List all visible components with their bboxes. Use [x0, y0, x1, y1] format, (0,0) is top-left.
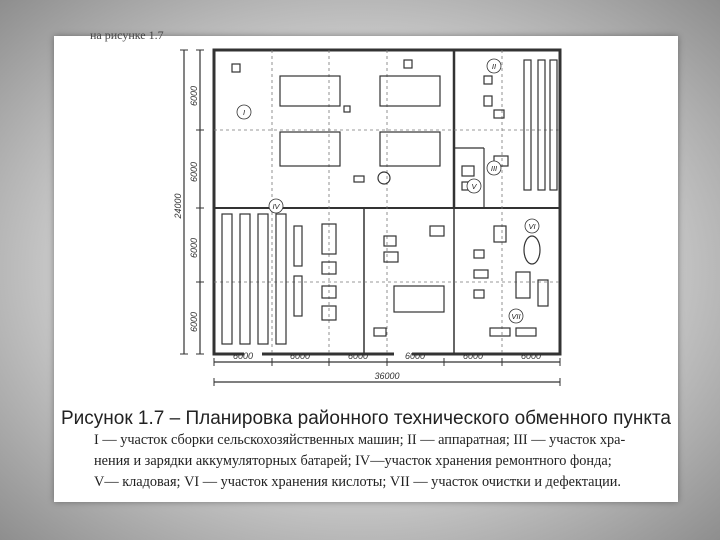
zone-label-IV: IV: [272, 202, 280, 211]
zone-label-V: V: [471, 182, 477, 191]
legend-line-1: I — участок сборки сельскохозяйственных машин; II — аппаратная; III — участок хра-: [94, 432, 626, 448]
dim-h-3: 6000: [347, 351, 369, 361]
dim-h-2: 6000: [289, 351, 311, 361]
dim-v-3: 6000: [189, 237, 199, 259]
zone-label-II: II: [491, 62, 497, 71]
dim-h-total: 36000: [374, 371, 400, 381]
zone-label-I: I: [242, 108, 246, 117]
figure-caption-title: Рисунок 1.7 – Планировка районного технического обменного пункта: [60, 408, 671, 429]
dim-v-1: 6000: [189, 85, 199, 107]
zone-label-III: III: [490, 164, 498, 173]
legend-line-2: нения и зарядки аккумуляторных батарей; IV—участок хранения ремонтного фонда;: [94, 453, 612, 469]
zone-label-VI: VI: [528, 222, 536, 231]
dim-v-2: 6000: [189, 161, 199, 183]
dim-h-5: 6000: [462, 351, 484, 361]
dim-h-4: 6000: [404, 351, 426, 361]
slide: [54, 28, 678, 502]
dim-h-6: 6000: [520, 351, 542, 361]
cropped-text-fragment: на рисунке 1.7: [90, 28, 164, 42]
floor-plan-drawing: [54, 36, 678, 408]
dim-v-4: 6000: [189, 311, 199, 333]
figure-caption-legend: [94, 430, 664, 493]
dim-h-1: 6000: [232, 351, 254, 361]
zone-label-VII: VII: [511, 312, 521, 321]
legend-line-3: V— кладовая; VI — участок хранения кислоты; VII — участок очистки и дефектации.: [94, 474, 622, 490]
dim-v-total: 24000: [173, 193, 183, 219]
